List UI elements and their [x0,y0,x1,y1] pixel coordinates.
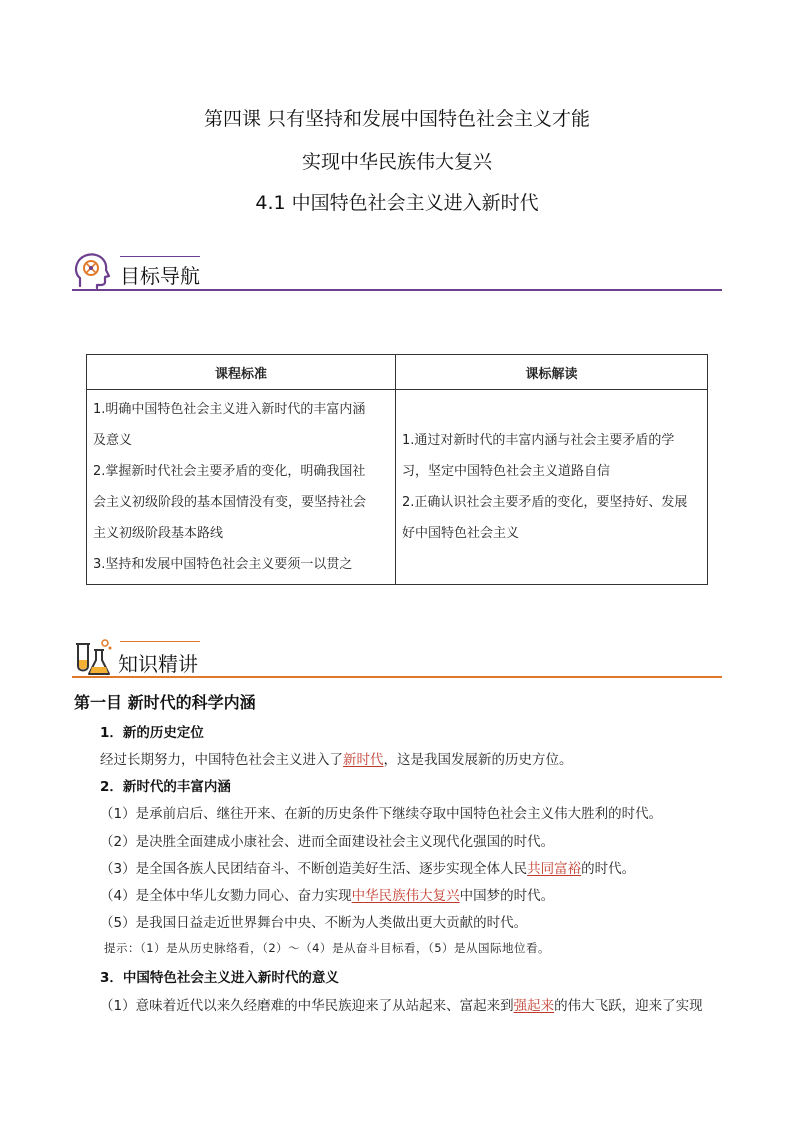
keyword: 强起来 [513,998,555,1014]
subsection-title: 1．新的历史定位 [100,725,204,741]
standards-cell [87,390,396,585]
lesson-title-continued: 实现中华民族伟大复兴 [301,151,492,173]
hint-note: 提示：（1）是从历史脉络看，（2）～（4）是从奋斗目标看，（5）是从国际地位看。 [104,941,551,955]
list-item: （1）是承前启后、继往开来、在新的历史条件下继续夺取中国特色社会主义伟大胜利的时代。 [100,806,663,822]
keyword: 新时代 [343,752,384,768]
table-header-interpretation: 课标解读 [396,355,708,390]
curriculum-standards-table [86,354,708,585]
list-item: （3）是全国各族人民团结奋斗、不断创造美好生活、逐步实现全体人民共同富裕的时代。 [100,861,636,877]
subsection-title: 2．新时代的丰富内涵 [100,779,231,795]
lab-flask-icon [72,636,114,678]
standard-line: 主义初级阶段基本路线 [93,526,224,541]
interpretation-cell [396,390,708,585]
list-item: （4）是全体中华儿女勠力同心、奋力实现中华民族伟大复兴中国梦的时代。 [100,888,555,904]
table-header-standard: 课程标准 [87,355,396,390]
goal-navigation-label: 目标导航 [120,264,200,288]
list-item: （5）是我国日益走近世界舞台中央、不断为人类做出更大贡献的时代。 [100,915,528,931]
standard-line: 会主义初级阶段的基本国情没有变，要坚持社会 [93,495,367,510]
knowledge-label: 知识精讲 [118,652,198,676]
lesson-title: 第四课 只有坚持和发展中国特色社会主义才能 [203,108,591,130]
interpretation-line: 习，坚定中国特色社会主义道路自信 [402,464,611,479]
goal-navigation-header [72,250,722,294]
standard-line: 3.坚持和发展中国特色社会主义要须一以贯之 [93,557,353,572]
section-title: 4.1 中国特色社会主义进入新时代 [255,192,539,214]
list-item: （1）意味着近代以来久经磨难的中华民族迎来了从站起来、富起来到强起来的伟大飞跃，迎来了实现 [100,998,703,1014]
list-item: （2）是决胜全面建成小康社会、进而全面建设社会主义现代化强国的时代。 [100,834,555,850]
interpretation-line: 好中国特色社会主义 [402,526,520,541]
knowledge-header [72,636,722,680]
part-title: 第一目 新时代的科学内涵 [74,693,256,712]
standard-line: 1.明确中国特色社会主义进入新时代的丰富内涵 [93,402,366,417]
keyword: 共同富裕 [527,861,582,877]
interpretation-line: 2.正确认识社会主要矛盾的变化，要坚持好、发展 [402,495,688,510]
interpretation-line: 1.通过对新时代的丰富内涵与社会主要矛盾的学 [402,433,675,448]
standard-line: 2.掌握新时代社会主要矛盾的变化，明确我国社 [93,464,366,479]
standard-line: 及意义 [93,433,133,448]
head-brain-icon [72,250,112,290]
keyword: 中华民族伟大复兴 [351,888,460,904]
paragraph: 经过长期努力，中国特色社会主义进入了新时代，这是我国发展新的历史方位。 [100,752,573,768]
subsection-title: 3．中国特色社会主义进入新时代的意义 [100,970,339,986]
